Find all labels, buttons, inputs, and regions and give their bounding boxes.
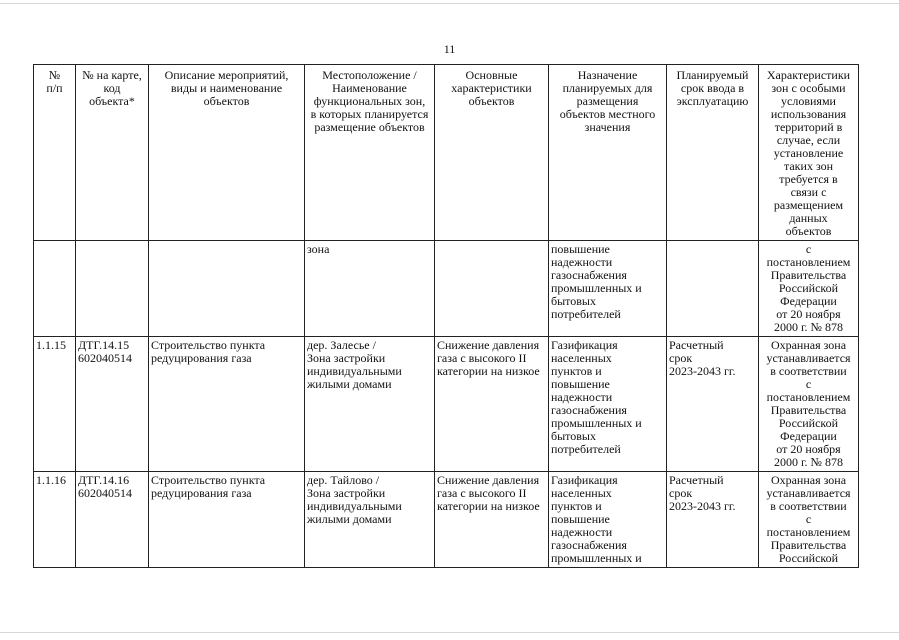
text-line: размещение объектов (314, 120, 425, 134)
cell-map-code (76, 472, 149, 568)
cell-number (34, 472, 76, 568)
scan-edge-bottom (0, 632, 899, 633)
text-line: устанавливается (766, 351, 851, 365)
text-line: Охранная зона (770, 338, 847, 352)
text-line: объекта* (89, 94, 135, 108)
header-purpose (549, 65, 667, 241)
text-line: 2000 г. № 878 (773, 320, 844, 334)
text-line: размещения (576, 94, 639, 108)
text-line: надежности (551, 525, 613, 539)
cell-location (305, 472, 435, 568)
text-line: газа с высокого II (437, 486, 527, 500)
cell-map-code (76, 241, 149, 337)
text-line: Описание мероприятий, (164, 68, 289, 82)
header-map-code (76, 65, 149, 241)
text-line: № на карте, (82, 68, 142, 82)
text-line: с (805, 377, 812, 391)
text-line: населенных (551, 351, 612, 365)
header-deadline (667, 65, 759, 241)
text-line: Основные (465, 68, 518, 82)
text-line: Российской (778, 416, 839, 430)
text-line: жилыми домами (307, 512, 392, 526)
text-line: размещением (773, 198, 844, 212)
text-line: Расчетный (669, 473, 724, 487)
text-line: в соответствии (770, 364, 847, 378)
text-line: с (805, 512, 812, 526)
text-line: надежности (551, 390, 613, 404)
text-line: 602040514 (78, 351, 132, 365)
text-line: объектов местного (559, 107, 656, 121)
text-line: населенных (551, 486, 612, 500)
text-line: условиями (781, 94, 836, 108)
text-line: бытовых (551, 294, 596, 308)
table-row (34, 241, 859, 337)
text-line: Снижение давления (437, 473, 540, 487)
text-line: Расчетный (669, 338, 724, 352)
text-line: дер. Залесье / (307, 338, 376, 352)
cell-characteristics (435, 241, 549, 337)
text-line: значения (584, 120, 631, 134)
cell-deadline (667, 472, 759, 568)
text-line: 2000 г. № 878 (773, 455, 844, 469)
text-line: газоснабжения (551, 538, 627, 552)
text-line: Местоположение / (322, 68, 417, 82)
text-line: установление (773, 146, 844, 160)
text-line: индивидуальными (307, 499, 402, 513)
text-line: объектов (785, 224, 832, 238)
text-line: Назначение (577, 68, 638, 82)
text-line: Снижение давления (437, 338, 540, 352)
text-line: Правительства (770, 538, 847, 552)
cell-characteristics (435, 337, 549, 472)
cell-number (34, 241, 76, 337)
text-line: Зона застройки (307, 486, 386, 500)
text-line: срок (669, 351, 693, 365)
text-line: редуцирования газа (151, 486, 252, 500)
text-line: данных (789, 211, 828, 225)
cell-description (149, 241, 305, 337)
text-line: Характеристики (766, 68, 851, 82)
text-line: № (48, 68, 61, 82)
text-line: с (805, 242, 812, 256)
cell-special-zones (759, 472, 859, 568)
text-line: повышение (551, 242, 610, 256)
cell-special-zones (759, 241, 859, 337)
text-line: повышение (551, 512, 610, 526)
text-line: 2023-2043 гг. (669, 499, 736, 513)
text-line: жилыми домами (307, 377, 392, 391)
header-location (305, 65, 435, 241)
text-line: использования (770, 107, 847, 121)
cell-description (149, 337, 305, 472)
page-number: 11 (443, 42, 456, 56)
table-header-row (34, 65, 859, 241)
text-line: бытовых (551, 429, 596, 443)
text-line: постановлением (766, 390, 851, 404)
text-line: Строительство пункта (151, 338, 266, 352)
cell-location (305, 337, 435, 472)
table-row (34, 472, 859, 568)
text-line: надежности (551, 255, 613, 269)
text-line: Федерации (780, 429, 837, 443)
text-line: индивидуальными (307, 364, 402, 378)
text-line: случае, если (776, 133, 841, 147)
text-line: промышленных и (551, 551, 642, 565)
text-line: газоснабжения (551, 268, 627, 282)
text-line: срок ввода в (680, 81, 745, 95)
text-line: 602040514 (78, 486, 132, 500)
text-line: в соответствии (770, 499, 847, 513)
text-line: в которых планируется (310, 107, 429, 121)
text-line: Зона застройки (307, 351, 386, 365)
table-row (34, 337, 859, 472)
cell-description (149, 472, 305, 568)
planned-objects-table (33, 64, 859, 568)
text-line: постановлением (766, 255, 851, 269)
text-line: 2023-2043 гг. (669, 364, 736, 378)
header-description (149, 65, 305, 241)
text-line: территорий в (774, 120, 843, 134)
text-line: от 20 ноября (776, 442, 841, 456)
text-line: устанавливается (766, 486, 851, 500)
text-line: категории на низкое (437, 364, 540, 378)
text-line: зона (307, 242, 330, 256)
text-line: категории на низкое (437, 499, 540, 513)
text-line: функциональных зон, (313, 94, 426, 108)
text-line: редуцирования газа (151, 351, 252, 365)
cell-deadline (667, 337, 759, 472)
cell-map-code (76, 337, 149, 472)
text-line: п/п (46, 81, 63, 95)
text-line: пунктов и (551, 499, 602, 513)
cell-purpose (549, 472, 667, 568)
text-line: Федерации (780, 294, 837, 308)
text-line: виды и наименование (170, 81, 283, 95)
text-line: Российской (778, 281, 839, 295)
cell-special-zones (759, 337, 859, 472)
cell-location (305, 241, 435, 337)
text-line: от 20 ноября (776, 307, 841, 321)
header-number (34, 65, 76, 241)
text-line: Газификация (551, 473, 618, 487)
cell-characteristics (435, 472, 549, 568)
text-line: 1.1.15 (36, 338, 66, 352)
text-line: пунктов и (551, 364, 602, 378)
text-line: планируемых для (562, 81, 653, 95)
cell-deadline (667, 241, 759, 337)
scan-edge-top (0, 3, 899, 4)
text-line: Наименование (332, 81, 407, 95)
text-line: зон с особыми (771, 81, 846, 95)
text-line: Планируемый (676, 68, 749, 82)
text-line: Охранная зона (770, 473, 847, 487)
text-line: ДТГ.14.16 (78, 473, 130, 487)
text-line: 1.1.16 (36, 473, 66, 487)
cell-purpose (549, 337, 667, 472)
text-line: таких зон (783, 159, 834, 173)
text-line: повышение (551, 377, 610, 391)
text-line: промышленных и (551, 416, 642, 430)
text-line: Правительства (770, 268, 847, 282)
text-line: Строительство пункта (151, 473, 266, 487)
cell-number (34, 337, 76, 472)
text-line: Газификация (551, 338, 618, 352)
text-line: характеристики (451, 81, 532, 95)
text-line: код (103, 81, 121, 95)
text-line: объектов (468, 94, 515, 108)
text-line: связи с (790, 185, 827, 199)
text-line: требуется в (779, 172, 838, 186)
header-characteristics (435, 65, 549, 241)
text-line: Правительства (770, 403, 847, 417)
text-line: потребителей (551, 307, 621, 321)
text-line: объектов (203, 94, 250, 108)
text-line: газа с высокого II (437, 351, 527, 365)
text-line: промышленных и (551, 281, 642, 295)
text-line: дер. Тайлово / (307, 473, 380, 487)
text-line: газоснабжения (551, 403, 627, 417)
text-line: срок (669, 486, 693, 500)
text-line: ДТГ.14.15 (78, 338, 130, 352)
header-special-zones (759, 65, 859, 241)
text-line: постановлением (766, 525, 851, 539)
text-line: эксплуатацию (676, 94, 749, 108)
cell-purpose (549, 241, 667, 337)
text-line: потребителей (551, 442, 621, 456)
text-line: Российской (778, 551, 839, 565)
